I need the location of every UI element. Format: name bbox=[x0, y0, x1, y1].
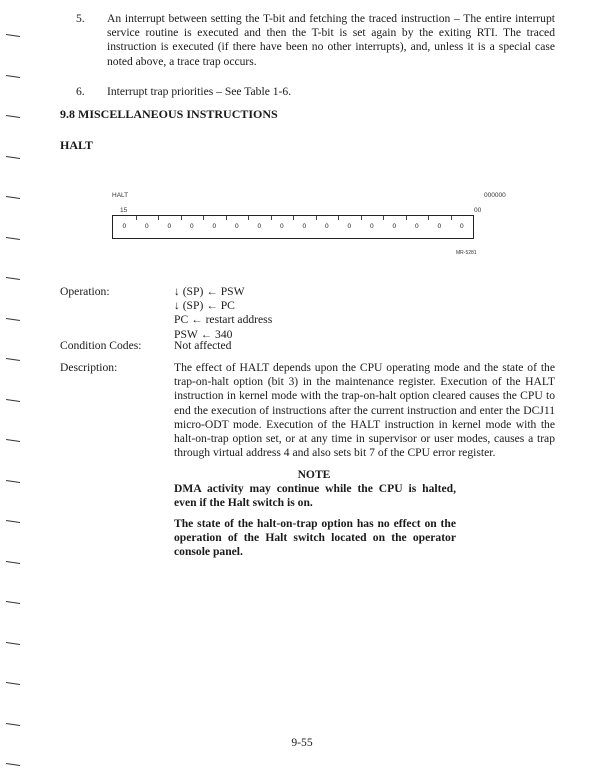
bit-value: 0 bbox=[324, 223, 329, 230]
bit-value: 0 bbox=[437, 223, 442, 230]
margin-mark bbox=[6, 115, 20, 118]
bit-value: 0 bbox=[122, 223, 127, 230]
note-paragraph: DMA activity may continue while the CPU is halted, even if the Halt switch is on. bbox=[174, 482, 456, 509]
bit-value: 0 bbox=[392, 223, 397, 230]
operation-label: Operation: bbox=[60, 285, 110, 298]
margin-mark bbox=[6, 75, 20, 78]
description-label: Description: bbox=[60, 361, 118, 374]
note-title: NOTE bbox=[297, 468, 331, 481]
bit-value: 0 bbox=[212, 223, 217, 230]
margin-mark bbox=[6, 196, 20, 199]
margin-mark bbox=[6, 358, 20, 361]
margin-mark bbox=[6, 642, 20, 645]
instruction-heading: HALT bbox=[60, 138, 93, 152]
bit-value: 0 bbox=[414, 223, 419, 230]
bit-low-label: 00 bbox=[474, 207, 482, 214]
list-item: An interrupt between setting the T-bit and fetching the traced instruction – The entire interrupt service routine is executed and then the T-bit is set again by the exiting RTI. The traced instruction is executed (if there have been no other interrupts), and, unless it is a special case noted above, a trace trap occurs. bbox=[107, 12, 555, 68]
margin-mark bbox=[6, 156, 20, 159]
list-item: Interrupt trap priorities – See Table 1-6. bbox=[107, 85, 292, 98]
operation-line: PSW ← 340 bbox=[174, 327, 233, 341]
bit-value: 0 bbox=[279, 223, 284, 230]
margin-mark bbox=[6, 439, 20, 442]
bit-value: 0 bbox=[347, 223, 352, 230]
bit-value: 0 bbox=[144, 223, 149, 230]
bit-value: 0 bbox=[189, 223, 194, 230]
margin-mark bbox=[6, 601, 20, 604]
figure-id: MR-5281 bbox=[456, 250, 477, 256]
section-heading: 9.8 MISCELLANEOUS INSTRUCTIONS bbox=[60, 107, 278, 121]
page-number: 9-55 bbox=[291, 736, 313, 749]
condition-codes-value: Not affected bbox=[174, 339, 232, 352]
margin-mark bbox=[6, 520, 20, 523]
margin-mark bbox=[6, 237, 20, 240]
operation-line: ↓ (SP) ← PC bbox=[174, 299, 235, 313]
note-paragraph: The state of the halt-on-trap option has no effect on the operation of the Halt switch located on the operator console panel. bbox=[174, 517, 456, 558]
margin-mark bbox=[6, 561, 20, 564]
diagram-mnemonic: HALT bbox=[112, 192, 129, 199]
list-number: 5. bbox=[76, 12, 85, 25]
condition-codes-label: Condition Codes: bbox=[60, 339, 142, 352]
bit-value: 0 bbox=[234, 223, 239, 230]
operation-line: ↓ (SP) ← PSW bbox=[174, 285, 245, 298]
margin-mark bbox=[6, 277, 20, 280]
bit-value: 0 bbox=[459, 223, 464, 230]
bit-value: 0 bbox=[302, 223, 307, 230]
operation-line: PC ← restart address bbox=[174, 313, 273, 327]
operation-lines bbox=[174, 285, 272, 342]
bit-value: 0 bbox=[257, 223, 262, 230]
bit-value: 0 bbox=[167, 223, 172, 230]
instruction-bit-field bbox=[112, 215, 474, 239]
description-text: The effect of HALT depends upon the CPU operating mode and the state of the trap-on-halt option (bit 3) in the maintenance register. Execution of the HALT instruction in kernel mode with the trap-on-halt option cleared causes the CPU to end the execution of instructions after the current instruction and enter the DCJ11 micro-ODT mode. Execution of the HALT instruction in kernel mode with the halt-on-trap option set, or at any time in supervisor or user modes, causes a trap through virtual address 4 and also sets bit 7 of the CPU error register. bbox=[174, 361, 555, 460]
margin-mark bbox=[6, 763, 20, 766]
margin-mark bbox=[6, 682, 20, 685]
bit-high-label: 15 bbox=[120, 207, 128, 214]
margin-mark bbox=[6, 399, 20, 402]
diagram-opcode: 000000 bbox=[484, 192, 506, 199]
margin-mark bbox=[6, 480, 20, 483]
list-number: 6. bbox=[76, 85, 85, 98]
margin-mark bbox=[6, 34, 20, 37]
bit-value: 0 bbox=[369, 223, 374, 230]
margin-mark bbox=[6, 318, 20, 321]
margin-mark bbox=[6, 723, 20, 726]
